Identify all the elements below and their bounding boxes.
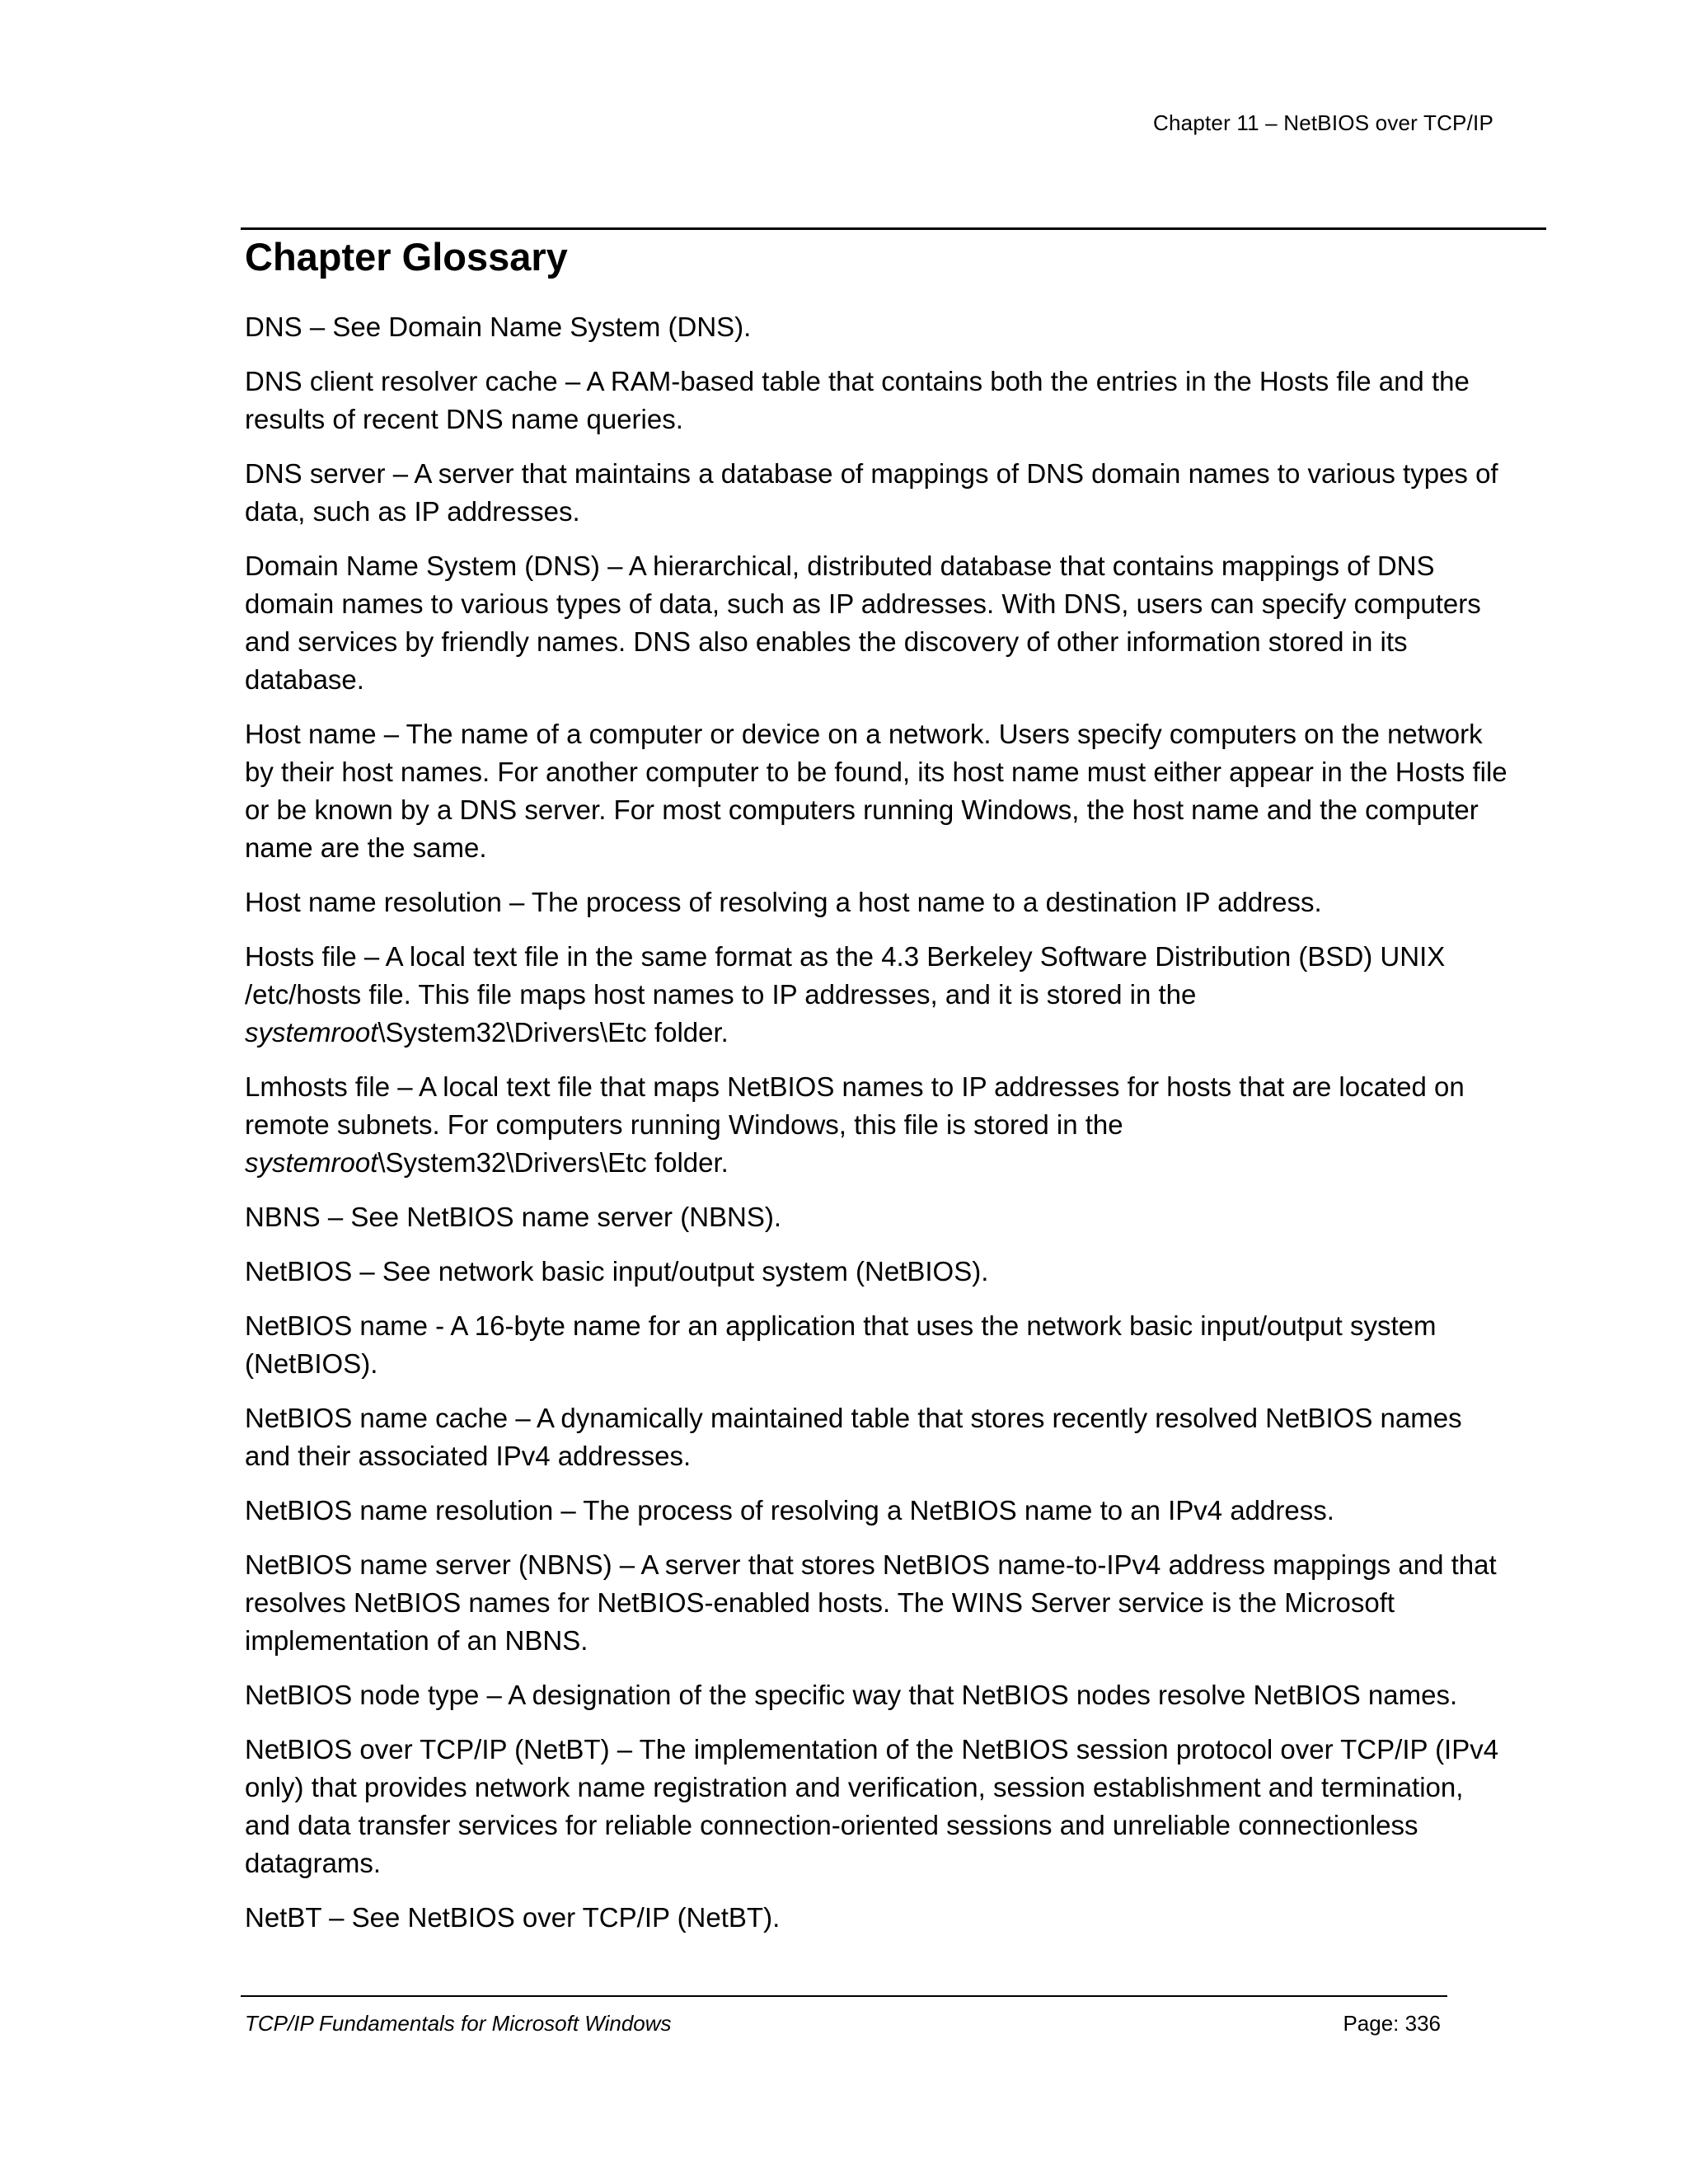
glossary-entry [245, 1492, 1514, 1530]
glossary-entry [245, 938, 1514, 1052]
glossary-entry [245, 1253, 1514, 1291]
bottom-divider [241, 1995, 1447, 1997]
glossary-entry [245, 883, 1514, 921]
glossary-entry [245, 1399, 1514, 1475]
glossary-entry [245, 1068, 1514, 1182]
glossary-entry [245, 715, 1514, 867]
glossary-entry [245, 1307, 1514, 1383]
entry-path-rest: \System32\Drivers\Etc folder. [377, 1017, 729, 1047]
entry-text: Host name resolution – The process of resolving a host name to a destination IP address. [245, 887, 1322, 917]
glossary-entry [245, 1546, 1514, 1660]
entry-text: NetBIOS name - A 16-byte name for an application that uses the network basic input/output system (NetBIOS). [245, 1310, 1437, 1379]
entry-text: NetBIOS node type – A designation of the specific way that NetBIOS nodes resolve NetBIOS names. [245, 1680, 1458, 1710]
top-divider [241, 227, 1546, 230]
entry-text: NetBT – See NetBIOS over TCP/IP (NetBT). [245, 1902, 781, 1933]
entry-text: NetBIOS name cache – A dynamically maintained table that stores recently resolved NetBIOS names and their associated IPv4 addresses. [245, 1403, 1462, 1471]
entry-text: NBNS – See NetBIOS name server (NBNS). [245, 1202, 782, 1232]
entry-text: NetBIOS name resolution – The process of resolving a NetBIOS name to an IPv4 address. [245, 1495, 1334, 1526]
entry-path-rest: \System32\Drivers\Etc folder. [377, 1147, 729, 1178]
glossary-list [245, 308, 1514, 1953]
entry-text: Hosts file – A local text file in the same format as the 4.3 Berkeley Software Distribution (BSD) UNIX /etc/hosts file. This file maps host names to IP addresses, and it is stored in the [245, 941, 1446, 1010]
entry-path-italic: systemroot [245, 1147, 378, 1178]
entry-text: Lmhosts file – A local text file that maps NetBIOS names to IP addresses for hosts that are located on remote subnets. For computers running Windows, this file is stored in the [245, 1071, 1465, 1140]
entry-text: DNS client resolver cache – A RAM-based table that contains both the entries in the Hosts file and the results of recent DNS name queries. [245, 366, 1470, 434]
entry-text: Host name – The name of a computer or device on a network. Users specify computers on the network by their host names. For another computer to be found, its host name must either appear in the Hosts file or be known by a DNS server. For most computers running Windows, the host name and the computer name are the same. [245, 719, 1507, 863]
glossary-entry [245, 1899, 1514, 1937]
entry-text: NetBIOS over TCP/IP (NetBT) – The implementation of the NetBIOS session protocol over TCP/IP (IPv4 only) that provides network name registration and verification, session establishment and termination, and data transfer services for reliable connection-oriented sessions and unreliable connectionless datagrams. [245, 1734, 1499, 1878]
glossary-entry [245, 1676, 1514, 1714]
footer-page-number: Page: 336 [1343, 2011, 1441, 2036]
glossary-entry [245, 363, 1514, 438]
glossary-entry [245, 1198, 1514, 1236]
glossary-entry [245, 547, 1514, 699]
entry-text: DNS – See Domain Name System (DNS). [245, 312, 752, 342]
entry-text: NetBIOS name server (NBNS) – A server that stores NetBIOS name-to-IPv4 address mappings and that resolves NetBIOS names for NetBIOS-enabled hosts. The WINS Server service is the Microsoft implementation of an NBNS. [245, 1549, 1497, 1656]
glossary-entry [245, 455, 1514, 531]
glossary-entry [245, 308, 1514, 346]
footer-book-title: TCP/IP Fundamentals for Microsoft Windows [245, 2011, 672, 2036]
entry-text: Domain Name System (DNS) – A hierarchical, distributed database that contains mappings of DNS domain names to various types of data, such as IP addresses. With DNS, users can specify computers and services by friendly names. DNS also enables the discovery of other information stored in its database. [245, 551, 1481, 695]
running-header: Chapter 11 – NetBIOS over TCP/IP [1153, 110, 1493, 135]
entry-text: NetBIOS – See network basic input/output system (NetBIOS). [245, 1256, 989, 1286]
entry-text: DNS server – A server that maintains a database of mappings of DNS domain names to various types of data, such as IP addresses. [245, 458, 1498, 527]
glossary-entry [245, 1731, 1514, 1882]
entry-path-italic: systemroot [245, 1017, 378, 1047]
section-title: Chapter Glossary [245, 235, 568, 279]
